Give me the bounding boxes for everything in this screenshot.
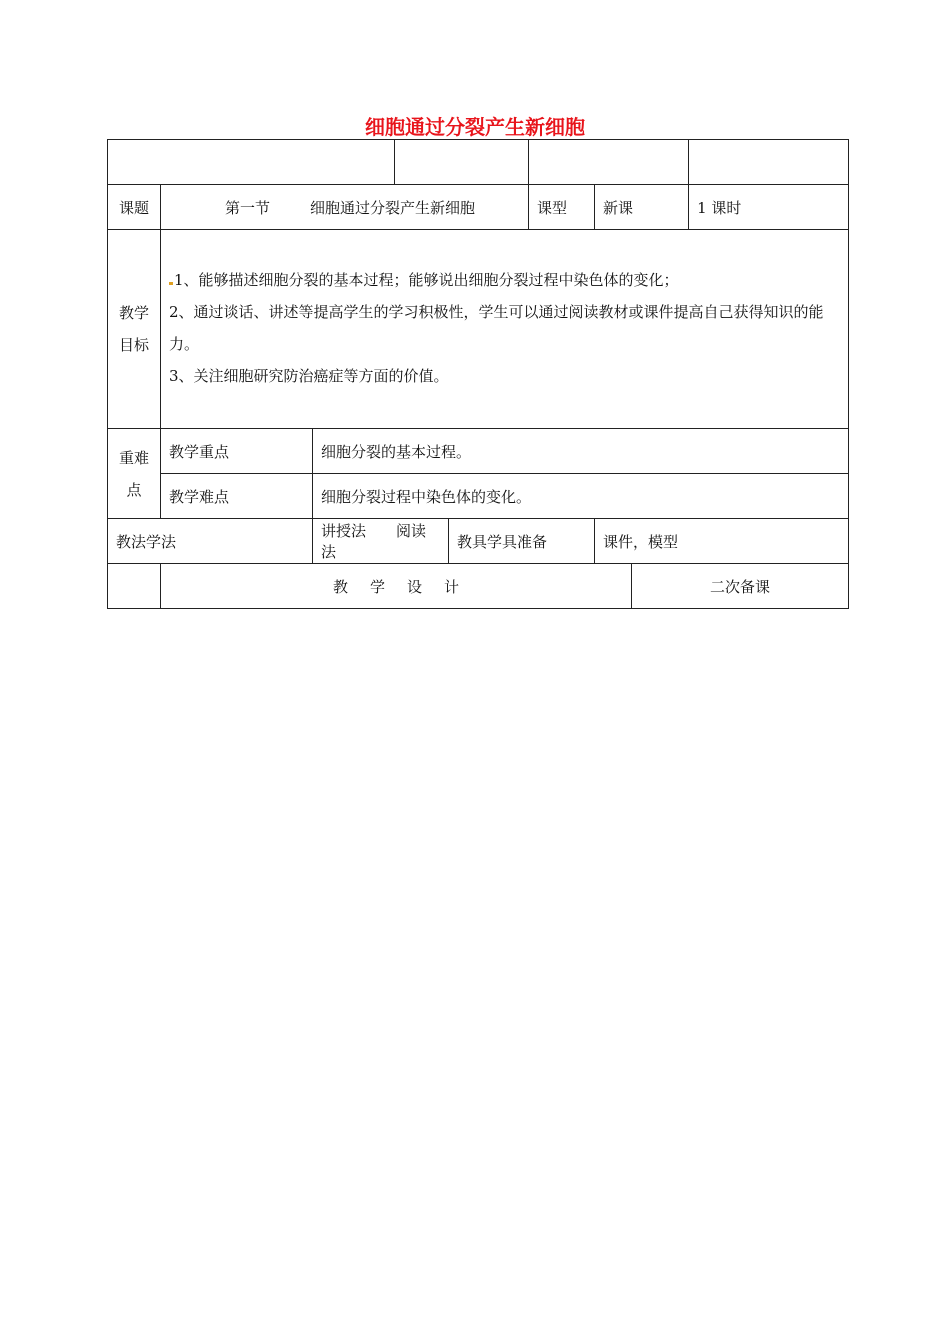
document-title: 细胞通过分裂产生新细胞	[365, 115, 585, 139]
key-point-row	[108, 429, 849, 474]
topic-value	[161, 185, 529, 230]
blank-cell	[108, 140, 395, 185]
key-point-label: 教学重点	[161, 429, 313, 474]
goals-row	[108, 230, 849, 429]
method-lecture: 讲授法	[321, 522, 367, 540]
lesson-type-value: 新课	[595, 185, 689, 230]
goals-content	[161, 230, 849, 429]
lesson-name: 细胞通过分裂产生新细胞	[310, 198, 476, 217]
hard-point-label: 教学难点	[161, 474, 313, 519]
tools-label: 教具学具准备	[449, 519, 595, 564]
goal-item-3: 3、关注细胞研究防治癌症等方面的价值。	[169, 367, 449, 385]
teaching-design-heading: 教 学 设 计	[161, 564, 632, 609]
goal-item-1: 1、能够描述细胞分裂的基本过程；能够说出细胞分裂过程中染色体的变化；	[169, 264, 840, 296]
design-row	[108, 564, 849, 609]
methods-label: 教法学法	[108, 519, 313, 564]
hard-point-row	[108, 474, 849, 519]
lesson-plan-table	[107, 139, 849, 609]
tools-value: 课件，模型	[595, 519, 849, 564]
goal-item-2: 2、通过谈话、讲述等提高学生的学习积极性，学生可以通过阅读教材或课件提高自己获得知识的能力。	[169, 303, 824, 353]
blank-header-row	[108, 140, 849, 185]
blank-cell	[108, 564, 161, 609]
methods-row	[108, 519, 849, 564]
edit-mark-icon	[169, 282, 173, 285]
difficulty-label: 重难 点	[108, 429, 161, 519]
key-point-value: 细胞分裂的基本过程。	[313, 429, 849, 474]
method-reading: 阅读法	[321, 522, 427, 561]
lesson-type-label: 课型	[529, 185, 595, 230]
goals-label: 教学 目标	[108, 230, 161, 429]
section-number: 第一节	[225, 198, 271, 217]
blank-cell	[395, 140, 529, 185]
topic-label: 课题	[108, 185, 161, 230]
hard-point-value: 细胞分裂过程中染色体的变化。	[313, 474, 849, 519]
blank-cell	[529, 140, 689, 185]
blank-cell	[689, 140, 849, 185]
secondary-preparation-heading: 二次备课	[632, 564, 849, 609]
methods-value	[313, 519, 449, 564]
topic-row	[108, 185, 849, 230]
lesson-hours: 1 课时	[689, 185, 849, 230]
